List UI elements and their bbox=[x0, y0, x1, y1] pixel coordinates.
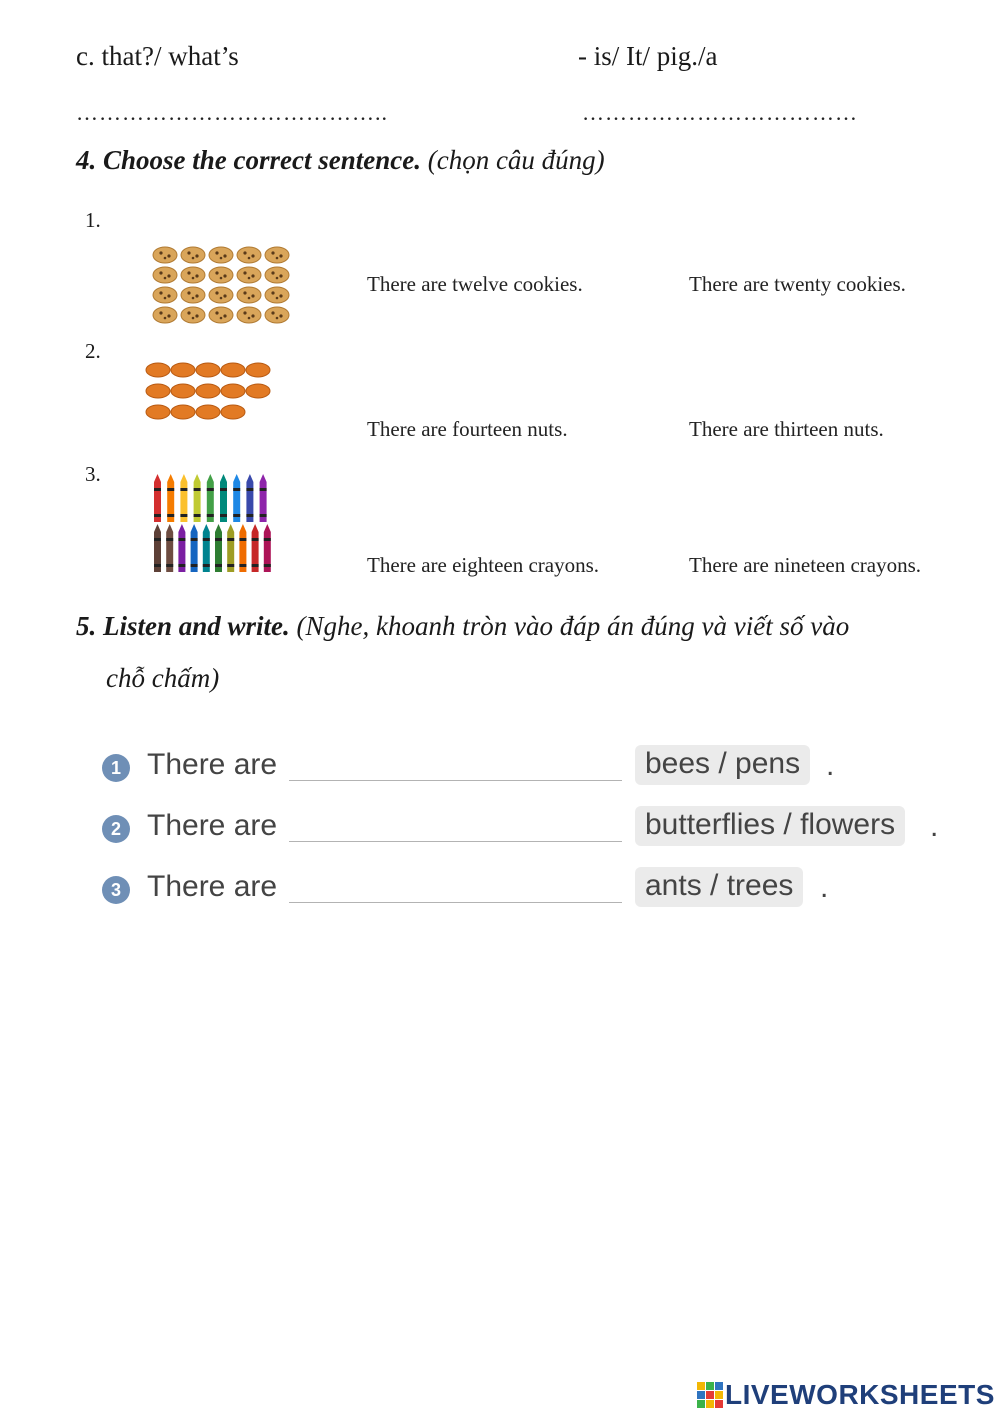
crayon bbox=[227, 524, 234, 572]
cookie bbox=[181, 287, 205, 303]
nut bbox=[196, 384, 220, 398]
cookie bbox=[153, 267, 177, 283]
nut bbox=[221, 363, 245, 377]
crayon bbox=[220, 474, 227, 522]
section-5-note-line2 bbox=[106, 663, 219, 694]
crayon bbox=[264, 524, 271, 572]
crayon bbox=[203, 524, 210, 572]
answer-dots-right[interactable]: ……………………………… bbox=[582, 100, 858, 125]
crayon bbox=[154, 524, 161, 572]
row-period: . bbox=[826, 749, 835, 782]
cookie bbox=[209, 247, 233, 263]
logo-text: LIVEWORKSHEETS bbox=[725, 1379, 995, 1410]
cookie bbox=[209, 267, 233, 283]
crayon bbox=[194, 474, 201, 522]
section-4-note: (chọn câu đúng) bbox=[427, 145, 605, 175]
nut bbox=[171, 405, 195, 419]
cookie bbox=[237, 267, 261, 283]
row-prefix: There are bbox=[147, 870, 278, 903]
nut bbox=[171, 384, 195, 398]
nut bbox=[171, 363, 195, 377]
section-5-note-cont: chỗ chấm) bbox=[106, 663, 220, 693]
nut bbox=[246, 363, 270, 377]
nut bbox=[146, 405, 170, 419]
answer-blank[interactable] bbox=[289, 841, 622, 842]
row-period: . bbox=[820, 871, 829, 904]
cookie bbox=[153, 287, 177, 303]
nut bbox=[146, 384, 170, 398]
section-5-title: 5. Listen and write. bbox=[76, 611, 290, 641]
crayon bbox=[180, 474, 187, 522]
crayon bbox=[252, 524, 259, 572]
exercise-item-c: c. that?/ what’s bbox=[76, 41, 239, 71]
exercise-item-right: - is/ It/ pig./a bbox=[578, 41, 718, 71]
option-a[interactable]: There are twelve cookies. bbox=[367, 272, 583, 296]
cookie bbox=[209, 287, 233, 303]
crayon bbox=[178, 524, 185, 572]
crayon bbox=[233, 474, 240, 522]
cookie bbox=[265, 267, 289, 283]
nuts-picture bbox=[144, 360, 276, 426]
option-a[interactable]: There are fourteen nuts. bbox=[367, 417, 568, 441]
crayon bbox=[246, 474, 253, 522]
section-5-heading bbox=[76, 611, 956, 642]
nut bbox=[246, 384, 270, 398]
cookie bbox=[237, 247, 261, 263]
answer-dots-left[interactable]: ………………………………….. bbox=[76, 100, 388, 125]
option-b[interactable]: There are thirteen nuts. bbox=[689, 417, 884, 441]
listen-row-2 bbox=[102, 806, 962, 850]
number-badge-icon: 1 bbox=[102, 754, 130, 782]
nut bbox=[146, 363, 170, 377]
cookie bbox=[181, 247, 205, 263]
crayon bbox=[191, 524, 198, 572]
nut bbox=[221, 384, 245, 398]
cookies-picture bbox=[150, 244, 300, 326]
section-5-note: (Nghe, khoanh tròn vào đáp án đúng và viết số vào bbox=[296, 611, 850, 641]
answer-blank[interactable] bbox=[289, 780, 622, 781]
item-number: 3. bbox=[85, 462, 101, 486]
crayon bbox=[167, 474, 174, 522]
liveworksheets-logo bbox=[697, 1379, 995, 1411]
item-number: 1. bbox=[85, 208, 101, 232]
section-4-heading bbox=[76, 145, 605, 176]
cookie bbox=[265, 287, 289, 303]
crayon bbox=[207, 474, 214, 522]
cookie bbox=[153, 307, 177, 323]
cookie bbox=[265, 247, 289, 263]
crayon bbox=[260, 474, 267, 522]
crayon bbox=[166, 524, 173, 572]
item-number: 2. bbox=[85, 339, 101, 363]
listen-row-3 bbox=[102, 867, 962, 911]
section-4-title: 4. Choose the correct sentence. bbox=[76, 145, 421, 175]
nut bbox=[196, 405, 220, 419]
row-prefix: There are bbox=[147, 748, 278, 781]
number-badge-icon: 3 bbox=[102, 876, 130, 904]
row-period: . bbox=[930, 810, 939, 843]
nut bbox=[221, 405, 245, 419]
cookie bbox=[181, 307, 205, 323]
number-badge-icon: 2 bbox=[102, 815, 130, 843]
cookie bbox=[153, 247, 177, 263]
choice-chip[interactable]: bees / pens bbox=[635, 745, 810, 785]
option-a[interactable]: There are eighteen crayons. bbox=[367, 553, 600, 577]
cookie bbox=[209, 307, 233, 323]
logo-grid-icon bbox=[697, 1382, 723, 1408]
cookie bbox=[265, 307, 289, 323]
cookie bbox=[237, 307, 261, 323]
choice-chip[interactable]: butterflies / flowers bbox=[635, 806, 905, 846]
answer-blank[interactable] bbox=[289, 902, 622, 903]
crayon bbox=[239, 524, 246, 572]
crayon bbox=[215, 524, 222, 572]
choice-chip[interactable]: ants / trees bbox=[635, 867, 803, 907]
row-prefix: There are bbox=[147, 809, 278, 842]
cookie bbox=[181, 267, 205, 283]
option-b[interactable]: There are twenty cookies. bbox=[689, 272, 906, 296]
nut bbox=[196, 363, 220, 377]
crayon bbox=[154, 474, 161, 522]
crayons-picture bbox=[150, 472, 282, 576]
listen-row-1 bbox=[102, 745, 962, 789]
option-b[interactable]: There are nineteen crayons. bbox=[689, 553, 922, 577]
cookie bbox=[237, 287, 261, 303]
